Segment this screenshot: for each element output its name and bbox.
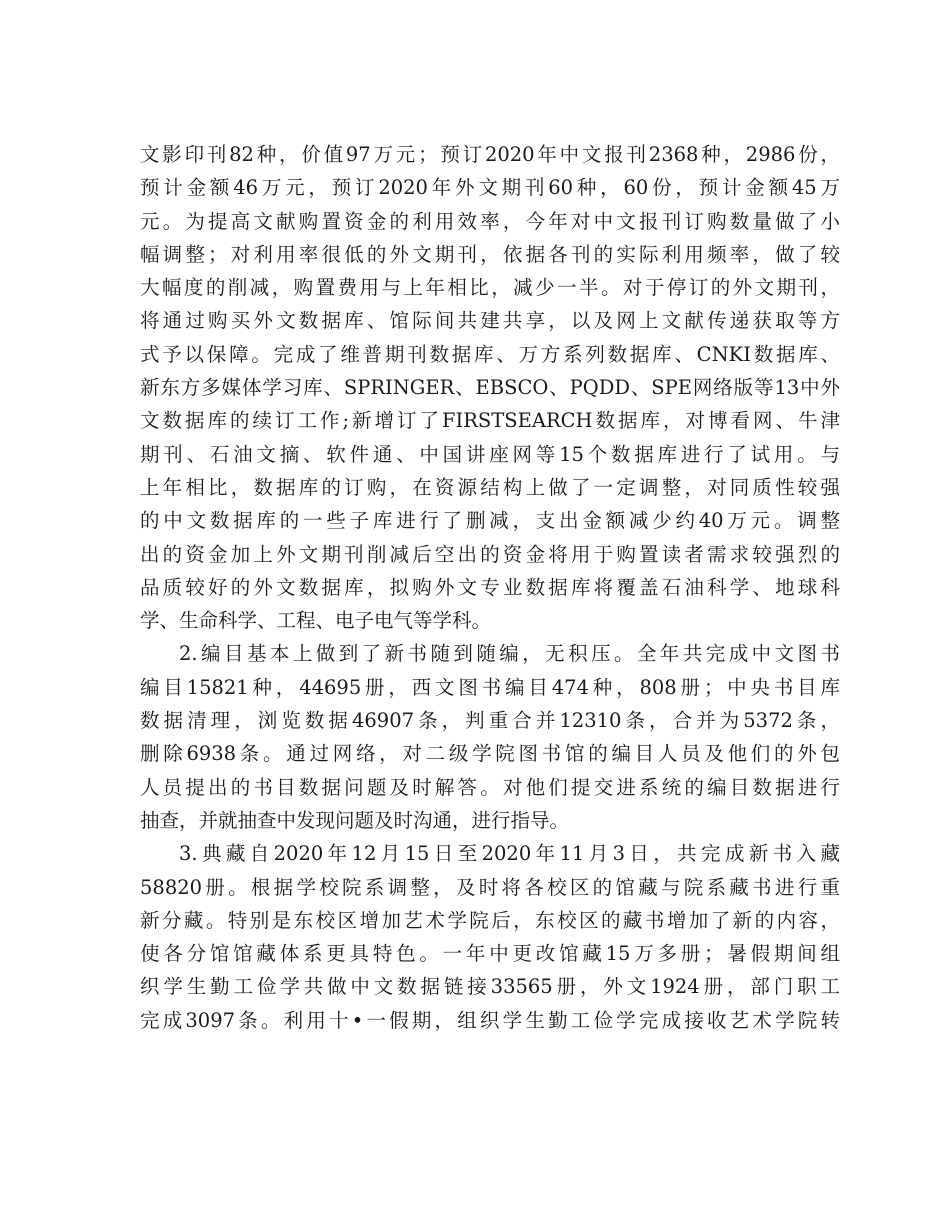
text-line: 式予以保障。完成了维普期刊数据库、万方系列数据库、CNKI数据库、 — [140, 342, 840, 366]
body-text — [140, 138, 840, 1037]
text-line: 上年相比，数据库的订购，在资源结构上做了一定调整，对同质性较强 — [140, 475, 840, 499]
text-line: 2.编目基本上做到了新书随到随编，无积压。全年共完成中文图书 — [179, 642, 840, 666]
text-line: 的中文数据库的一些子库进行了删减，支出金额减少约40万元。调整 — [140, 509, 840, 533]
text-line: 58820册。根据学校院系调整，及时将各校区的馆藏与院系藏书进行重 — [140, 875, 840, 899]
text-line: 大幅度的削减，购置费用与上年相比，减少一半。对于停订的外文期刊， — [140, 276, 840, 300]
text-line: 抽查，并就抽查中发现问题及时沟通，进行指导。 — [140, 808, 570, 832]
paragraph-1 — [140, 138, 840, 637]
text-line: 织学生勤工俭学共做中文数据链接33565册，外文1924册，部门职工 — [140, 975, 840, 999]
text-line: 3.典藏自2020年12月15日至2020年11月3日，共完成新书入藏 — [179, 842, 840, 866]
paragraph-2 — [140, 637, 840, 837]
text-line: 完成3097条。利用十•一假期，组织学生勤工俭学完成接收艺术学院转 — [140, 1008, 840, 1032]
text-line: 新东方多媒体学习库、SPRINGER、EBSCO、PQDD、SPE网络版等13中外 — [140, 376, 840, 400]
text-line: 新分藏。特别是东校区增加艺术学院后，东校区的藏书增加了新的内容， — [140, 908, 840, 932]
text-line: 编目15821种，44695册，西文图书编目474种，808册；中央书目库 — [140, 675, 840, 699]
text-line: 品质较好的外文数据库，拟购外文专业数据库将覆盖石油科学、地球科 — [140, 575, 840, 599]
text-line: 删除6938条。通过网络，对二级学院图书馆的编目人员及他们的外包 — [140, 742, 840, 766]
text-line: 使各分馆馆藏体系更具特色。一年中更改馆藏15万多册；暑假期间组 — [140, 942, 840, 966]
paragraph-3 — [140, 837, 840, 1037]
text-line: 文数据库的续订工作;新增订了FIRSTSEARCH数据库，对博看网、牛津 — [140, 409, 840, 433]
text-line: 出的资金加上外文期刊削减后空出的资金将用于购置读者需求较强烈的 — [140, 542, 840, 566]
text-line: 学、生命科学、工程、电子电气等学科。 — [140, 609, 492, 633]
text-line: 幅调整；对利用率很低的外文期刊，依据各刊的实际利用频率，做了较 — [140, 242, 840, 266]
text-line: 预计金额46万元，预订2020年外文期刊60种，60份，预计金额45万 — [140, 176, 840, 200]
text-line: 文影印刊82种，价值97万元；预订2020年中文报刊2368种，2986份， — [140, 143, 840, 166]
text-line: 元。为提高文献购置资金的利用效率，今年对中文报刊订购数量做了小 — [140, 209, 840, 233]
text-line: 数据清理，浏览数据46907条，判重合并12310条，合并为5372条， — [140, 709, 840, 733]
text-line: 期刊、石油文摘、软件通、中国讲座网等15个数据库进行了试用。与 — [140, 442, 840, 466]
text-line: 人员提出的书目数据问题及时解答。对他们提交进系统的编目数据进行 — [140, 775, 840, 799]
text-line: 将通过购买外文数据库、馆际间共建共享，以及网上文献传递获取等方 — [140, 309, 840, 333]
